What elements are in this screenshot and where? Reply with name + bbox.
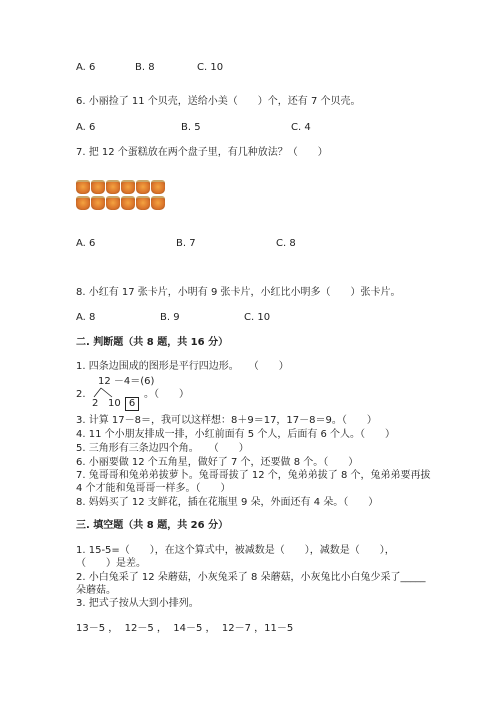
q6-text: 6. 小丽捡了 11 个贝壳，送给小美（ ）个，还有 7 个贝壳。: [76, 96, 361, 107]
q8-text: 8. 小红有 17 张卡片，小明有 9 张卡片，小红比小明多（ ）张卡片。: [76, 287, 401, 298]
section3-title: 三. 填空题（共 8 题，共 26 分）: [76, 520, 229, 531]
q5-option-c[interactable]: C. 10: [197, 62, 224, 73]
q8-option-c[interactable]: C. 10: [244, 312, 271, 323]
q5-option-a[interactable]: A. 6: [76, 62, 96, 73]
s2-item-3: 3. 计算 17－8＝，我可以这样想：8＋9＝17，17－8＝9。（ ）: [76, 415, 377, 426]
s2-item-2-num: 2.: [76, 389, 86, 400]
q7-option-b[interactable]: B. 7: [176, 238, 196, 249]
s2-item-7-cont: 4 个才能和兔哥哥一样多。（ ）: [76, 483, 231, 494]
answer-box: 6: [125, 397, 139, 411]
s3-item-2-cont: 朵蘑菇。: [76, 585, 116, 596]
section2-title: 二. 判断题（共 8 题，共 16 分）: [76, 337, 229, 348]
s2-item-6: 6. 小丽要做 12 个五角星，做好了 7 个，还要做 8 个。（ ）: [76, 457, 359, 468]
s2-split-left: 2: [92, 398, 99, 409]
s2-item-2-paren: 。（ ）: [144, 389, 189, 400]
s3-item-1-cont: （ ）是差。: [76, 558, 146, 569]
s2-item-7: 7. 兔哥哥和兔弟弟拔萝卜。兔哥哥拔了 12 个，兔弟弟拔了 8 个，兔弟弟要再拔: [76, 470, 431, 481]
s2-equation: 12 －4＝(6): [98, 376, 155, 387]
s3-item-1: 1. 15-5=（ ），在这个算式中，被减数是（ ），减数是（ ），: [76, 545, 395, 556]
s2-split-right: 10: [108, 398, 121, 409]
q8-option-b[interactable]: B. 9: [160, 312, 180, 323]
s2-item-4: 4. 11 个小朋友排成一排，小红前面有 5 个人，后面有 6 个人。（ ）: [76, 429, 396, 440]
q6-option-a[interactable]: A. 6: [76, 122, 96, 133]
s2-item-1: 1. 四条边围成的图形是平行四边形。 （ ）: [76, 361, 289, 372]
s2-item-8: 8. 妈妈买了 12 支鲜花，插在花瓶里 9 朵，外面还有 4 朵。（ ）: [76, 497, 379, 508]
q7-option-c[interactable]: C. 8: [276, 238, 296, 249]
q6-option-c[interactable]: C. 4: [291, 122, 311, 133]
q8-option-a[interactable]: A. 8: [76, 312, 96, 323]
s3-expressions: 13－5 ， 12－5 ， 14－5 ， 12－7 ，11－5: [76, 623, 294, 634]
q6-option-b[interactable]: B. 5: [181, 122, 201, 133]
s2-item-5: 5. 三角形有三条边四个角。 （ ）: [76, 443, 249, 454]
q5-option-b[interactable]: B. 8: [135, 62, 155, 73]
s3-item-3: 3. 把式子按从大到小排列。: [76, 598, 199, 609]
s3-item-2: 2. 小白兔采了 12 朵蘑菇，小灰兔采了 8 朵蘑菇，小灰兔比小白兔少采了_____: [76, 572, 426, 583]
q7-text: 7. 把 12 个蛋糕放在两个盘子里，有几种放法？（ ）: [76, 147, 328, 158]
q7-option-a[interactable]: A. 6: [76, 238, 96, 249]
